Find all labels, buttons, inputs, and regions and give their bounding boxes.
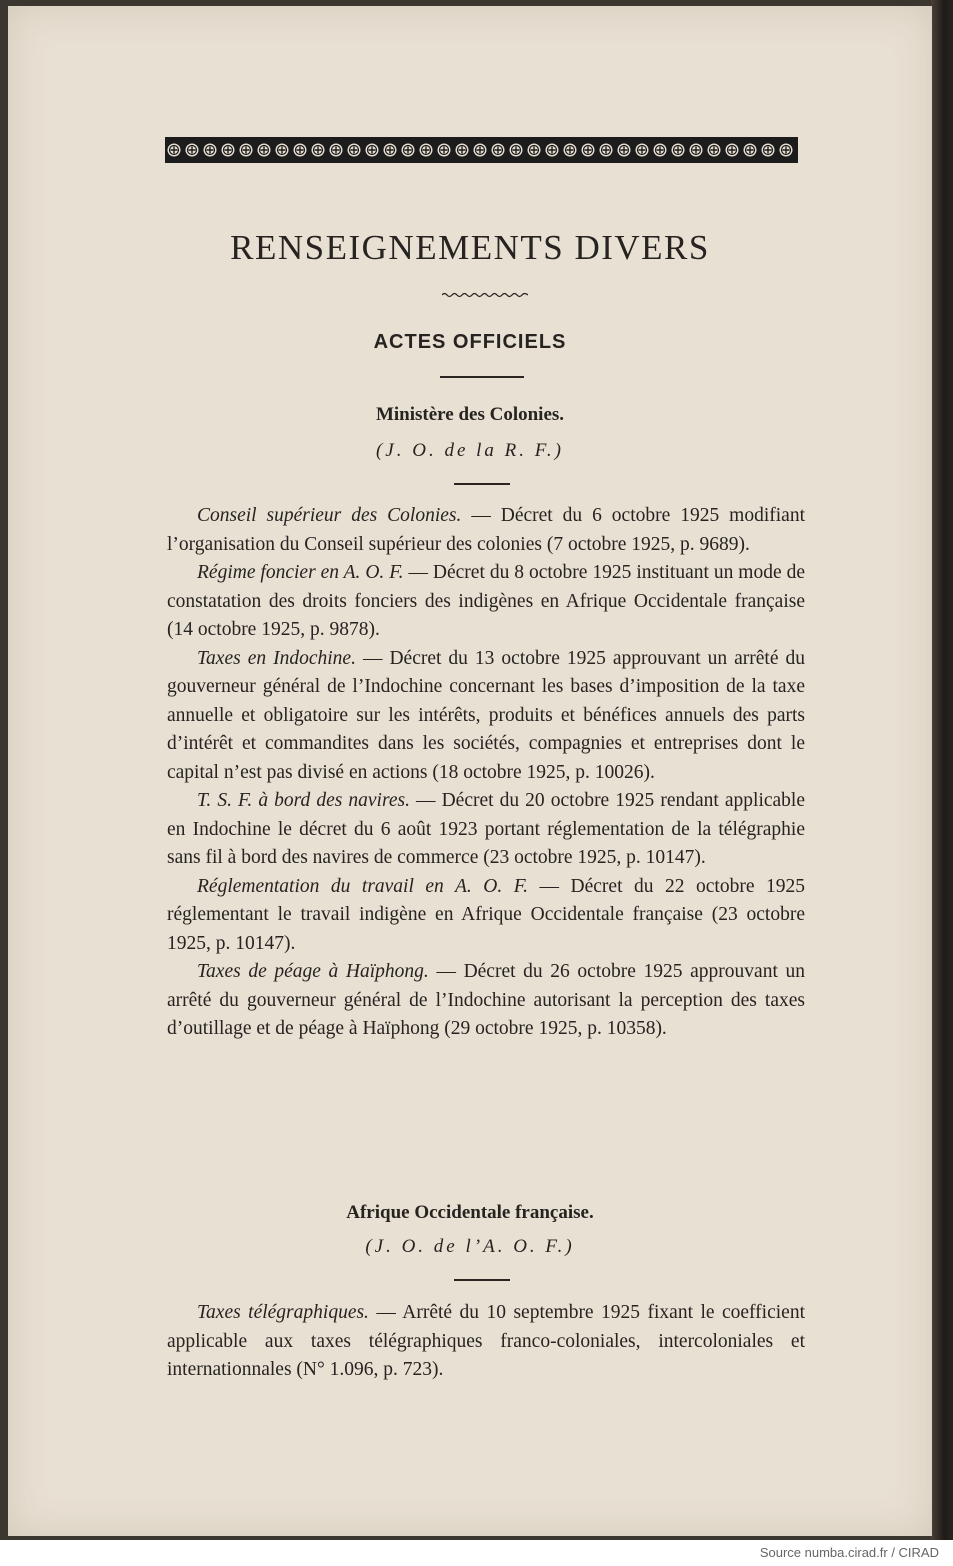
entry-heading: Taxes en Indochine.	[197, 647, 356, 669]
entry-text: — Décret du 13 octobre 1925 approuvant un arrêté du gouverneur général de l’Indochine concernant les bases d’imposition de la taxe annuelle et obligatoire sur les intérêts, produits et bénéfices annuels des parts d’intérêt et commandites dans les sociétés, compagnies et entreprises dont le capital n’est pas divisé en actions (18 octobre 1925, p. 10026).	[167, 647, 805, 783]
rosette-ornament-icon	[489, 140, 507, 160]
rosette-ornament-icon	[525, 140, 543, 160]
entry-heading: T. S. F. à bord des navires.	[197, 790, 410, 811]
rosette-ornament-icon	[561, 140, 579, 160]
rosette-ornament-icon	[687, 140, 705, 160]
main-title: RENSEIGNEMENTS DIVERS	[230, 228, 710, 267]
rosette-ornament-icon	[633, 140, 651, 160]
journal-reference-jo-aof: (J. O. de l’A. O. F.)	[365, 1236, 575, 1257]
subsection-title-ministere: Ministère des Colonies.	[375, 404, 565, 425]
entry-tsf-navires	[167, 787, 805, 873]
rosette-ornament-icon	[399, 140, 417, 160]
rosette-ornament-icon	[255, 140, 273, 160]
rosette-ornament-icon	[237, 140, 255, 160]
entry-text: — Décret du 26 octobre 1925 approuvant un arrêté du gouverneur général de l’Indochine autorisant la perception des taxes d’outillage et de péage à Haïphong (29 octobre 1925, p. 10358).	[167, 961, 805, 1039]
document-page	[8, 6, 932, 1536]
entry-taxes-telegraphiques	[167, 1299, 805, 1385]
entry-taxes-peage	[167, 958, 805, 1044]
rosette-ornament-icon	[417, 140, 435, 160]
entry-taxes-indochine	[167, 645, 805, 788]
rosette-ornament-icon	[291, 140, 309, 160]
rosette-ornament-icon	[777, 140, 795, 160]
entry-reglementation-travail	[167, 873, 805, 959]
ornamental-border-band	[165, 137, 798, 163]
entry-text: — Décret du 6 octobre 1925 modifiant l’organisation du Conseil supérieur des colonies (7 octobre 1925, p. 9689).	[167, 505, 805, 555]
rosette-ornament-icon	[345, 140, 363, 160]
rosette-ornament-icon	[471, 140, 489, 160]
rosette-ornament-icon	[219, 140, 237, 160]
entry-text: — Décret du 22 octobre 1925 réglementant le travail indigène en Afrique Occidentale française (23 octobre 1925, p. 10147).	[167, 875, 806, 954]
entry-regime-foncier	[167, 559, 805, 645]
rosette-ornament-icon	[741, 140, 759, 160]
entry-heading: Régime foncier en A. O. F.	[197, 562, 404, 583]
entry-text: — Arrêté du 10 septembre 1925 fixant le coefficient applicable aux taxes télégraphiques franco-coloniales, intercoloniales et internationnales (N° 1.096, p. 723).	[167, 1302, 805, 1380]
entry-conseil-superieur	[167, 502, 805, 559]
rosette-ornament-icon	[327, 140, 345, 160]
rosette-ornament-icon	[453, 140, 471, 160]
section-title: ACTES OFFICIELS	[373, 331, 567, 353]
rosette-ornament-icon	[723, 140, 741, 160]
rosette-ornament-icon	[651, 140, 669, 160]
rosette-ornament-icon	[705, 140, 723, 160]
subsection-rule-ministere	[454, 483, 510, 485]
section-rule	[440, 376, 524, 378]
rosette-ornament-icon	[183, 140, 201, 160]
subsection-title-aof: Afrique Occidentale française.	[346, 1202, 594, 1223]
rosette-ornament-icon	[165, 140, 183, 160]
rosette-ornament-icon	[759, 140, 777, 160]
rosette-ornament-icon	[543, 140, 561, 160]
rosette-ornament-icon	[579, 140, 597, 160]
entry-heading: Conseil supérieur des Colonies.	[197, 505, 462, 526]
wavy-divider	[442, 292, 528, 298]
rosette-ornament-icon	[597, 140, 615, 160]
source-credit: Source numba.cirad.fr / CIRAD	[759, 1545, 939, 1560]
rosette-ornament-icon	[363, 140, 381, 160]
rosette-ornament-icon	[273, 140, 291, 160]
rosette-ornament-icon	[381, 140, 399, 160]
entries-ministere	[167, 502, 805, 1044]
rosette-ornament-icon	[309, 140, 327, 160]
book-spine	[931, 0, 953, 1540]
entry-text: — Décret du 20 octobre 1925 rendant applicable en Indochine le décret du 6 août 1923 portant réglementation de la télégraphie sans fil à bord des navires de commerce (23 octobre 1925, p. 10147).	[167, 790, 805, 868]
entry-heading: Taxes télégraphiques.	[197, 1302, 369, 1323]
rosette-ornament-icon	[435, 140, 453, 160]
rosette-ornament-icon	[201, 140, 219, 160]
subsection-rule-aof	[454, 1279, 510, 1281]
entry-heading: Réglementation du travail en A. O. F.	[197, 875, 529, 897]
entry-text: — Décret du 8 octobre 1925 instituant un mode de constatation des droits fonciers des indigènes en Afrique Occidentale française (14 octobre 1925, p. 9878).	[167, 562, 805, 640]
entry-heading: Taxes de péage à Haïphong.	[197, 961, 429, 982]
rosette-ornament-icon	[615, 140, 633, 160]
journal-reference-jo-rf: (J. O. de la R. F.)	[375, 440, 565, 461]
rosette-ornament-icon	[669, 140, 687, 160]
entries-aof	[167, 1299, 805, 1385]
rosette-ornament-icon	[507, 140, 525, 160]
